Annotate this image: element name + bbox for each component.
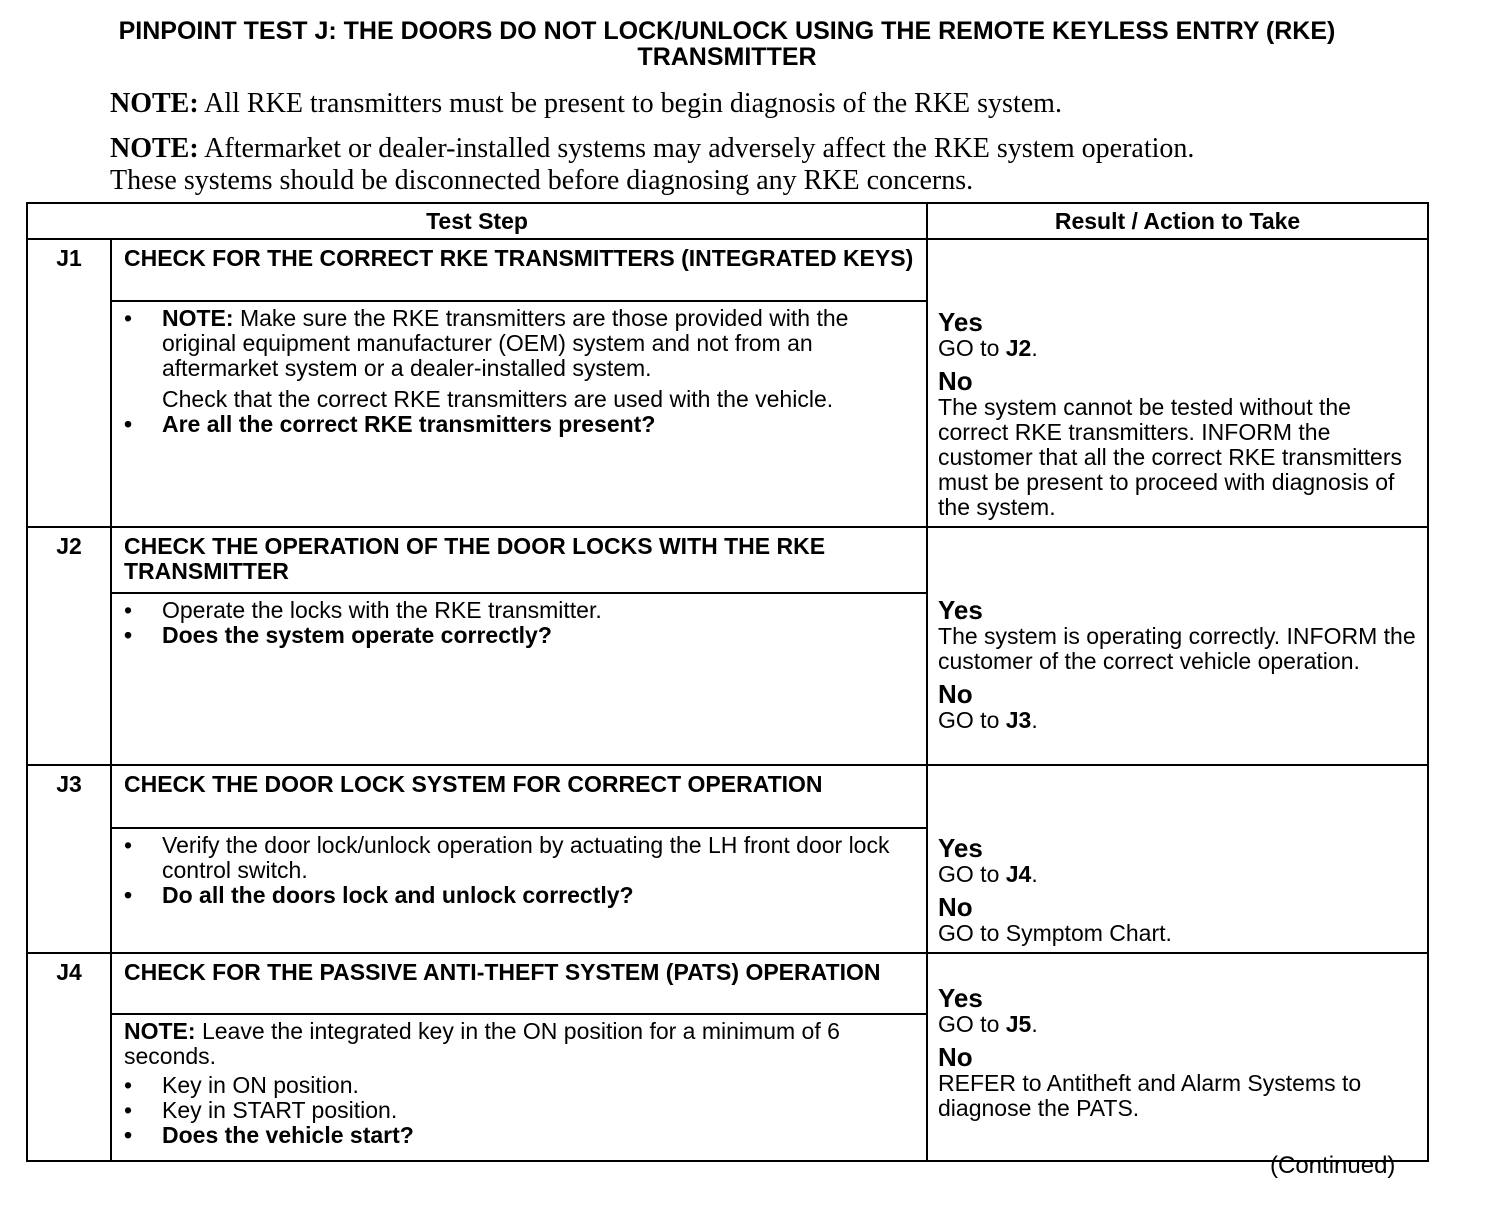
note-aftermarket [110,133,1220,197]
title-line-2: TRANSMITTER [637,43,817,71]
yes-action: GO to J2. [938,335,1038,361]
list-item: • Key in START position. [124,1098,916,1123]
step-j2-heading-row [27,527,1428,593]
step-heading: CHECK FOR THE CORRECT RKE TRANSMITTERS (INTEGRATED KEYS) [111,239,927,301]
no-action: GO to Symptom Chart. [938,920,1172,946]
step-body [111,301,927,527]
list-item: • Verify the door lock/unlock operation by actuating the LH front door lock control switch. [124,833,916,883]
yes-label: Yes [938,833,983,863]
step-j4-result [927,953,1428,1161]
note-text: All RKE transmitters must be present to begin diagnosis of the RKE system. [204,88,1062,119]
col-header-test-step: Test Step [27,203,927,239]
no-action: The system cannot be tested without the correct RKE transmitters. INFORM the customer that all the correct RKE transmitters must be present to proceed with diagnosis of the system. [938,394,1403,520]
step-question: • Do all the doors lock and unlock correctly? [124,883,916,908]
step-instruction: Check that the correct RKE transmitters are used with the vehicle. [162,386,834,413]
col-header-result: Result / Action to Take [927,203,1428,239]
step-j1-result [927,239,1428,527]
no-action: REFER to Antitheft and Alarm Systems to diagnose the PATS. [938,1070,1362,1121]
note-rke-transmitters [110,88,1220,120]
step-j1-heading-row [27,239,1428,301]
table-header-row [27,203,1428,239]
yes-action: GO to J5. [938,1011,1038,1037]
step-id: J1 [27,239,111,301]
yes-action: GO to J4. [938,861,1038,887]
step-j2-result [927,527,1428,765]
no-label: No [938,1042,973,1072]
pinpoint-test-table [26,202,1429,1162]
continued-label: (Continued) [1270,1152,1396,1179]
step-id: J3 [27,765,111,828]
step-j3-result [927,765,1428,953]
step-body [111,593,927,765]
list-item: • Operate the locks with the RKE transmitter. [124,598,916,623]
note-text: Aftermarket or dealer-installed systems may adversely affect the RKE system operation. These systems should be disconnected before diagnosing any RKE concerns. [110,133,1195,196]
step-question: • Does the system operate correctly? [124,623,916,648]
yes-action: The system is operating correctly. INFORM the customer of the correct vehicle operation. [938,623,1416,674]
step-body [111,1014,927,1161]
step-id: J2 [27,527,111,593]
no-action: GO to J3. [938,707,1038,733]
step-heading: CHECK FOR THE PASSIVE ANTI-THEFT SYSTEM (PATS) OPERATION [111,953,927,1014]
no-label: No [938,366,973,396]
list-item: • NOTE: Make sure the RKE transmitters are those provided with the original equipment manufacturer (OEM) system and not from an aftermarket system or a dealer-installed system. [124,306,916,381]
yes-label: Yes [938,307,983,337]
yes-label: Yes [938,983,983,1013]
title-line-1: PINPOINT TEST J: THE DOORS DO NOT LOCK/UNLOCK USING THE REMOTE KEYLESS ENTRY (RKE) [118,17,1336,45]
step-heading: CHECK THE OPERATION OF THE DOOR LOCKS WITH THE RKE TRANSMITTER [111,527,927,593]
list-item: • Key in ON position. [124,1073,916,1098]
step-heading: CHECK THE DOOR LOCK SYSTEM FOR CORRECT OPERATION [111,765,927,828]
note-label: NOTE: [110,88,199,119]
step-question: • Does the vehicle start? [124,1123,916,1148]
step-id: J4 [27,953,111,1014]
step-j4-heading-row [27,953,1428,1014]
step-note: NOTE: Leave the integrated key in the ON position for a minimum of 6 seconds. [124,1018,840,1069]
note-label: NOTE: [110,133,199,164]
no-label: No [938,679,973,709]
page-title [20,18,1434,70]
step-question: • Are all the correct RKE transmitters present? [124,412,916,437]
no-label: No [938,892,973,922]
step-j3-heading-row [27,765,1428,828]
step-body [111,828,927,953]
yes-label: Yes [938,595,983,625]
